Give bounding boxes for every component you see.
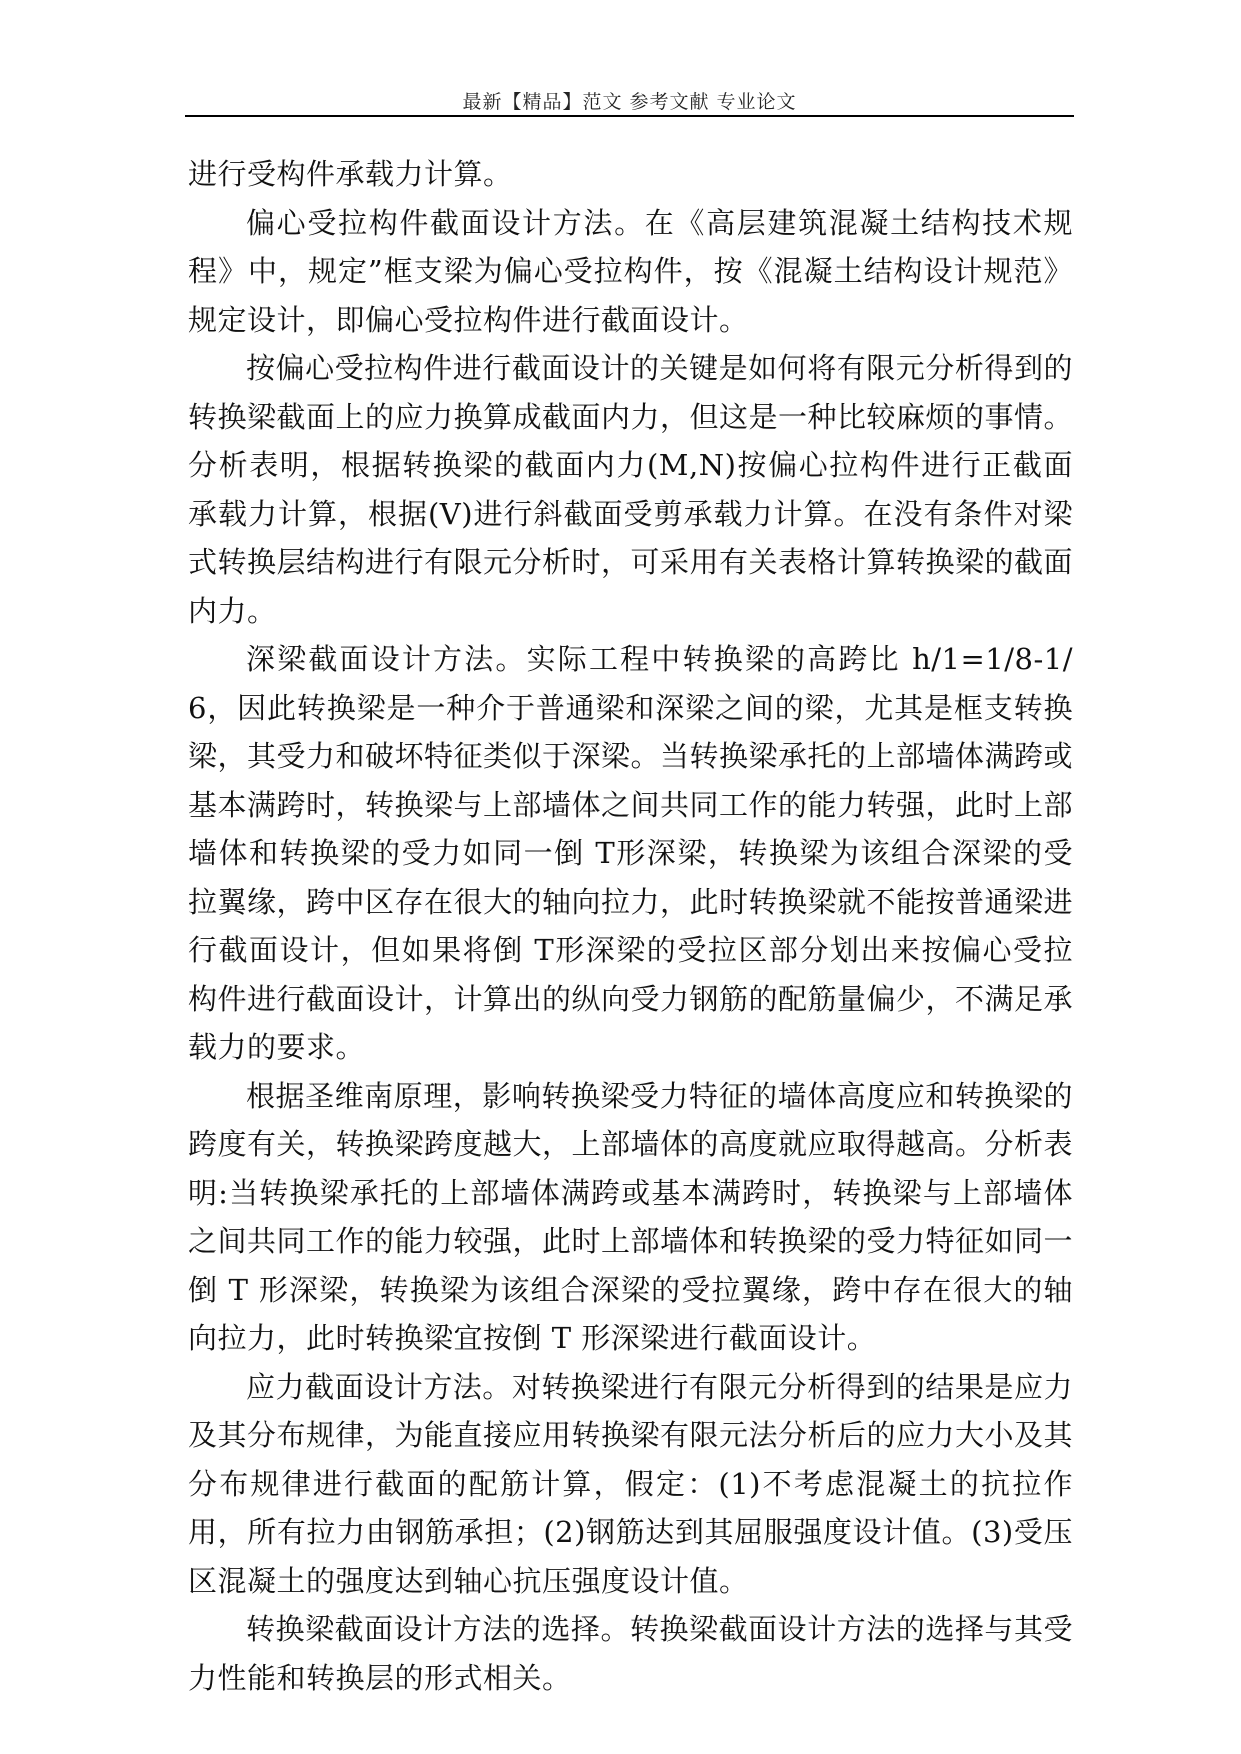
paragraph-method-selection: 转换梁截面设计方法的选择。转换梁截面设计方法的选择与其受力性能和转换层的形式相关。 bbox=[188, 1612, 1073, 1695]
paragraph-stress-section-method: 应力截面设计方法。对转换梁进行有限元分析得到的结果是应力及其分布规律，为能直接应用转换梁有限元法分析后的应力大小及其分布规律进行截面的配筋计算，假定：(1)不考虑混凝土的抗拉作用，所有拉力由钢筋承担；(2)钢筋达到其屈服强度设计值。(3)受压区混凝土的强度达到轴心抗压强度设计值。 bbox=[188, 1369, 1074, 1598]
paragraph-saint-venant: 根据圣维南原理，影响转换梁受力特征的墙体高度应和转换梁的跨度有关，转换梁跨度越大，上部墙体的高度就应取得越高。分析表明:当转换梁承托的上部墙体满跨或基本满跨时，转换梁与上部墙体之间共同工作的能力较强，此时上部墙体和转换梁的受力特征如同一倒 T 形深梁，转换梁为该组合深梁的受拉翼缘，跨中存在很大的轴向拉力，此时转换梁宜按倒 T 形深梁进行截面设计。 bbox=[188, 1078, 1074, 1355]
document-body bbox=[188, 150, 1073, 1702]
page-header: 最新【精品】范文 参考文献 专业论文 bbox=[462, 91, 797, 113]
paragraph-eccentric-tension-key: 按偏心受拉构件进行截面设计的关键是如何将有限元分析得到的转换梁截面上的应力换算成截面内力，但这是一种比较麻烦的事情。分析表明，根据转换梁的截面内力(M,N)按偏心拉构件进行正截面承载力计算，根据(V)进行斜截面受剪承载力计算。在没有条件对梁式转换层结构进行有限元分析时，可采用有关表格计算转换梁的截面内力。 bbox=[188, 351, 1074, 628]
paragraph-deep-beam-method: 深梁截面设计方法。实际工程中转换梁的高跨比 h/1=1/8-1/6，因此转换梁是一种介于普通梁和深梁之间的梁，尤其是框支转换梁，其受力和破坏特征类似于深梁。当转换梁承托的上部墙体满跨或基本满跨时，转换梁与上部墙体之间共同工作的能力转强，此时上部墙体和转换梁的受力如同一倒 T形深梁，转换梁为该组合深梁的受拉翼缘，跨中区存在很大的轴向拉力，此时转换梁就不能按普通梁进行截面设计，但如果将倒 T形深梁的受拉区部分划出来按偏心受拉构件进行截面设计，计算出的纵向受力钢筋的配筋量偏少，不满足承载力的要求。 bbox=[188, 642, 1074, 1064]
paragraph-eccentric-tension-method: 偏心受拉构件截面设计方法。在《高层建筑混凝土结构技术规程》中，规定”框支梁为偏心受拉构件，按《混凝土结构设计规范》规定设计，即偏心受拉构件进行截面设计。 bbox=[188, 205, 1073, 337]
header-divider bbox=[185, 115, 1074, 117]
paragraph-continuation: 进行受构件承载力计算。 bbox=[188, 157, 513, 191]
